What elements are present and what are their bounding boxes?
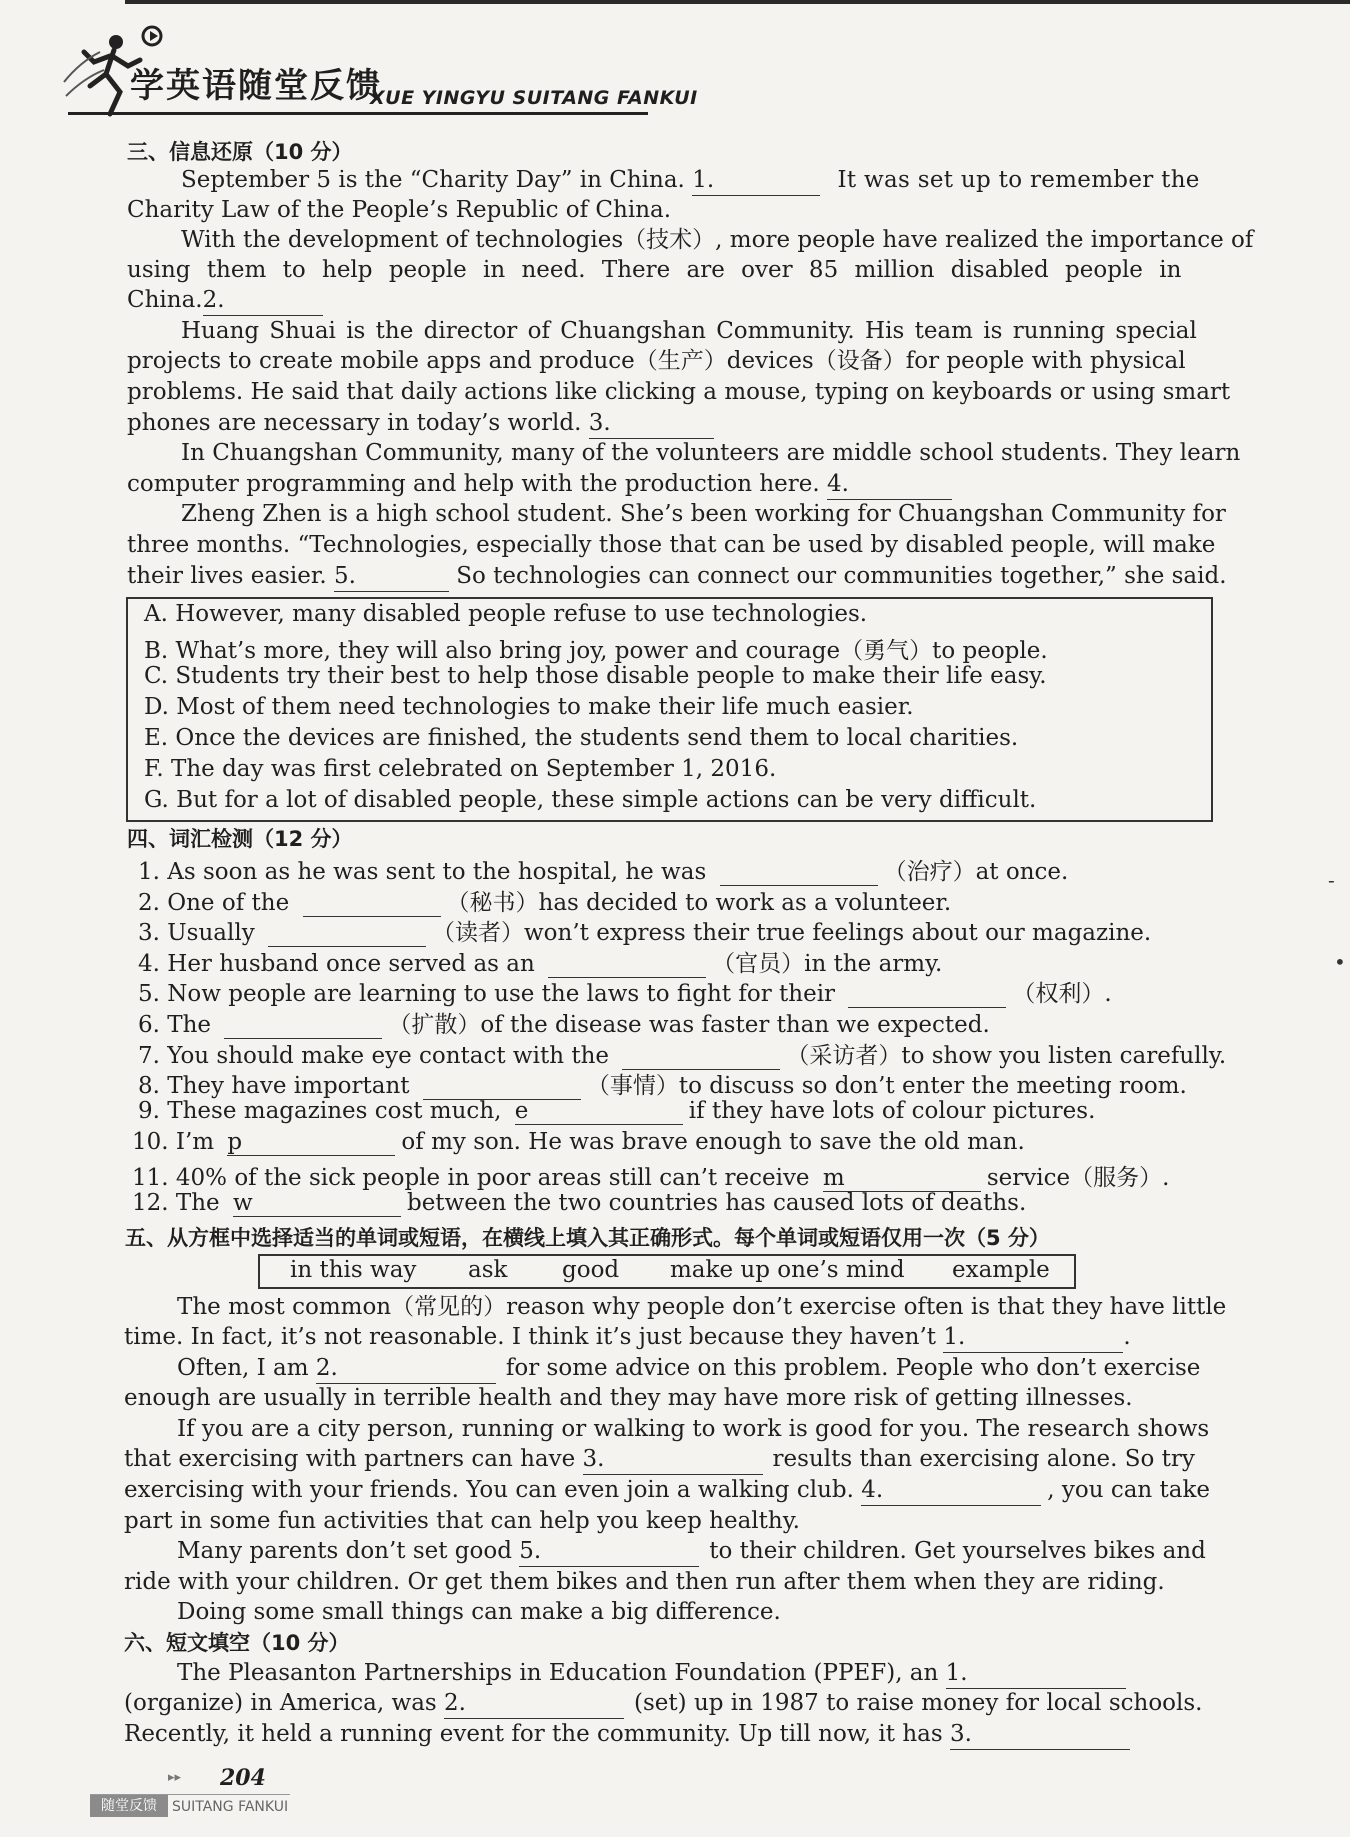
s5-line-5: If you are a city person, running or walking to work is good for you. The research shows [177, 1416, 1210, 1442]
section4-heading: 四、词汇检测（12 分） [127, 827, 353, 851]
vocab-blank-7[interactable] [622, 1043, 780, 1070]
vocab-item-3: 3. Usually （读者）won’t express their true feelings about our magazine. [138, 920, 1152, 946]
section3-heading: 三、信息还原（10 分） [127, 140, 353, 164]
s5-line-3: Often, I am 2. for some advice on this problem. People who don’t exercise [177, 1353, 1200, 1384]
option-f: F. The day was first celebrated on September 1, 2016. [144, 756, 777, 782]
footer-arrow-icon: ▸▸ [168, 1770, 182, 1785]
s5-line-4: enough are usually in terrible health and they may have more risk of getting illnesses. [124, 1385, 1133, 1411]
s5-line-8: part in some fun activities that can help you keep healthy. [124, 1508, 800, 1534]
option-a: A. However, many disabled people refuse to use technologies. [144, 601, 868, 627]
blank-s5-4[interactable]: 4. [861, 1475, 1041, 1506]
s3-line-13: three months. “Technologies, especially those that can be used by disabled people, will make [127, 532, 1216, 558]
blank-s3-1[interactable]: 1. [692, 165, 820, 196]
s5-line-10: ride with your children. Or get them bikes and then run after them when they are riding. [124, 1569, 1165, 1595]
vocab-blank-9[interactable]: e [515, 1098, 683, 1125]
footer-subtitle: SUITANG FANKUI [172, 1799, 289, 1815]
top-rule [125, 0, 1350, 4]
s3-line-11: computer programming and help with the production here. 4. [127, 469, 952, 500]
s3-line-10: In Chuangshan Community, many of the volunteers are middle school students. They learn [181, 440, 1241, 466]
s3-line-7: projects to create mobile apps and produce（生产）devices（设备）for people with physical [127, 348, 1186, 374]
s5-line-11: Doing some small things can make a big difference. [177, 1599, 781, 1625]
blank-s3-5[interactable]: 5. [334, 561, 449, 592]
vocab-blank-1[interactable] [720, 859, 878, 886]
blank-s5-1[interactable]: 1. [943, 1322, 1123, 1353]
vocab-blank-4[interactable] [548, 951, 706, 978]
blank-s3-2[interactable]: 2. [203, 285, 323, 316]
option-c: C. Students try their best to help those disable people to make their life easy. [144, 663, 1047, 689]
vocab-blank-11[interactable]: m [823, 1165, 981, 1192]
s5-line-9: Many parents don’t set good 5. to their children. Get yourselves bikes and [177, 1536, 1206, 1567]
s6-line-3: Recently, it held a running event for the community. Up till now, it has 3. [124, 1719, 1130, 1750]
vocab-blank-5[interactable] [848, 981, 1006, 1008]
s3-line-3: With the development of technologies（技术）, more people have realized the importance of [181, 227, 1254, 253]
s3-line-6: Huang Shuai is the director of Chuangshan Community. His team is running special [181, 318, 1197, 344]
page-number: 204 [220, 1765, 266, 1791]
vocab-blank-12[interactable]: w [233, 1190, 401, 1217]
vocab-item-11: 11. 40% of the sick people in poor areas still can’t receive m service（服务）. [132, 1165, 1170, 1191]
blank-s5-5[interactable]: 5. [519, 1536, 699, 1567]
options-box [126, 597, 1213, 822]
option-d: D. Most of them need technologies to make their life much easier. [144, 694, 914, 720]
s3-line-5: China.2. [127, 285, 323, 316]
s6-line-2: (organize) in America, was 2. (set) up in 1987 to raise money for local schools. [124, 1688, 1202, 1719]
vocab-blank-3[interactable] [268, 920, 426, 947]
blank-s3-4[interactable]: 4. [827, 469, 952, 500]
vocab-item-1: 1. As soon as he was sent to the hospital, he was （治疗）at once. [138, 859, 1069, 885]
word-bank-item-1: in this way [290, 1257, 417, 1283]
word-bank-item-5: example [952, 1257, 1050, 1283]
word-bank-item-3: good [562, 1257, 620, 1283]
vocab-blank-6[interactable] [224, 1012, 382, 1039]
vocab-blank-10[interactable]: p [227, 1129, 395, 1156]
section5-heading: 五、从方框中选择适当的单词或短语，在横线上填入其正确形式。每个单词或短语仅用一次（5 分） [125, 1226, 1050, 1250]
section6-heading: 六、短文填空（10 分） [124, 1631, 350, 1655]
s5-line-6: that exercising with partners can have 3. results than exercising alone. So try [124, 1444, 1195, 1475]
option-e: E. Once the devices are finished, the students send them to local charities. [144, 725, 1019, 751]
option-b: B. What’s more, they will also bring joy, power and courage（勇气）to people. [144, 638, 1048, 664]
vocab-blank-2[interactable] [303, 890, 441, 917]
vocab-blank-8[interactable] [423, 1073, 581, 1100]
s3-line-8: problems. He said that daily actions like clicking a mouse, typing on keyboards or using smart [127, 379, 1231, 405]
header-title: 学英语随堂反馈 [130, 66, 382, 106]
margin-dot: • [1334, 950, 1346, 974]
option-g: G. But for a lot of disabled people, these simple actions can be very difficult. [144, 787, 1037, 813]
margin-mark: - [1328, 868, 1335, 892]
header-subtitle: XUE YINGYU SUITANG FANKUI [370, 87, 698, 109]
s6-line-1: The Pleasanton Partnerships in Education Foundation (PPEF), an 1. [177, 1658, 1126, 1689]
s3-line-2: Charity Law of the People’s Republic of China. [127, 197, 672, 223]
vocab-item-8: 8. They have important （事情）to discuss so don’t enter the meeting room. [138, 1073, 1187, 1099]
vocab-item-12: 12. The w between the two countries has caused lots of deaths. [132, 1190, 1027, 1216]
s3-line-1: September 5 is the “Charity Day” in China. 1. It was set up to remember the [181, 165, 1200, 196]
header-rule [68, 112, 648, 115]
blank-s6-3[interactable]: 3. [950, 1719, 1130, 1750]
s5-line-7: exercising with your friends. You can even join a walking club. 4. , you can take [124, 1475, 1210, 1506]
vocab-item-5: 5. Now people are learning to use the laws to fight for their （权利）. [138, 981, 1112, 1007]
blank-s6-1[interactable]: 1. [946, 1658, 1126, 1689]
vocab-item-6: 6. The （扩散）of the disease was faster than we expected. [138, 1012, 990, 1038]
word-bank-box [258, 1254, 1076, 1289]
footer-tag: 随堂反馈 [90, 1795, 168, 1817]
blank-s5-3[interactable]: 3. [583, 1444, 763, 1475]
s5-line-1: The most common（常见的）reason why people don’t exercise often is that they have little [177, 1294, 1227, 1320]
word-bank-item-4: make up one’s mind [670, 1257, 905, 1283]
blank-s5-2[interactable]: 2. [316, 1353, 496, 1384]
blank-s3-3[interactable]: 3. [589, 408, 714, 439]
s5-line-2: time. In fact, it’s not reasonable. I think it’s just because they haven’t 1. . [124, 1322, 1131, 1353]
s3-line-14: their lives easier. 5. So technologies can connect our communities together,” she said. [127, 561, 1227, 592]
s3-line-9: phones are necessary in today’s world. 3. [127, 408, 714, 439]
s3-line-4: using them to help people in need. There are over 85 million disabled people in [127, 257, 1182, 283]
vocab-item-10: 10. I’m p of my son. He was brave enough to save the old man. [132, 1129, 1025, 1155]
vocab-item-9: 9. These magazines cost much, e if they have lots of colour pictures. [138, 1098, 1096, 1124]
blank-s6-2[interactable]: 2. [444, 1688, 624, 1719]
vocab-item-7: 7. You should make eye contact with the （采访者）to show you listen carefully. [138, 1043, 1227, 1069]
vocab-item-2: 2. One of the （秘书）has decided to work as a volunteer. [138, 890, 952, 916]
vocab-item-4: 4. Her husband once served as an （官员）in the army. [138, 951, 943, 977]
word-bank-item-2: ask [468, 1257, 508, 1283]
s3-line-12: Zheng Zhen is a high school student. She’s been working for Chuangshan Community for [181, 501, 1226, 527]
